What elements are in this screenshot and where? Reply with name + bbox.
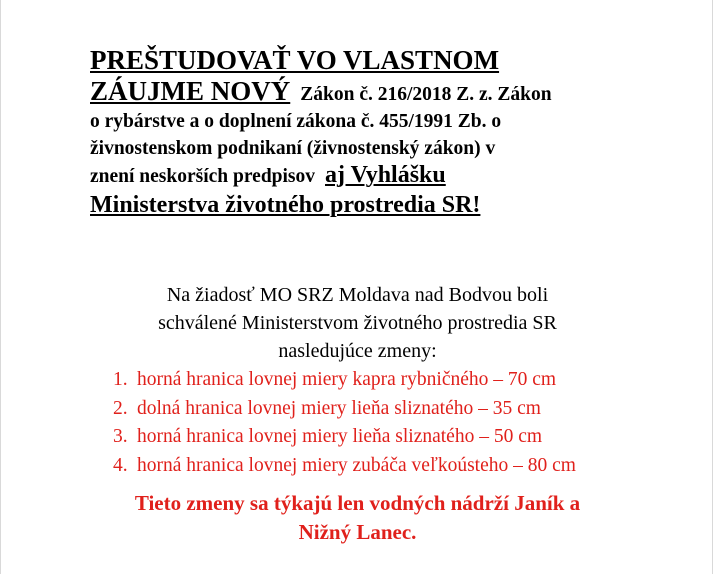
list-item-text: horná hranica lovnej miery lieňa sliznatého – 50 cm: [137, 426, 543, 447]
list-item-text: horná hranica lovnej miery kapra rybničného – 70 cm: [137, 369, 557, 390]
notice-line-2: schválené Ministerstvom životného prostredia SR: [158, 312, 557, 334]
law-title-part-2: o rybárstve a o doplnení zákona č. 455/1991 Zb. o: [90, 111, 502, 132]
decree-emphasis-2: Ministerstva životného prostredia SR!: [90, 192, 481, 218]
law-title-part-3: živnostenskom podnikaní (živnostenský zákon) v: [90, 138, 496, 159]
law-title-part-1: Zákon č. 216/2018 Z. z. Zákon: [300, 84, 552, 105]
notice-paragraph: [1, 281, 713, 365]
notice-line-1: Na žiadosť MO SRZ Moldava nad Bodvou boli: [166, 284, 549, 306]
list-item-number: 3.: [113, 426, 128, 447]
footer-note: [1, 489, 713, 547]
law-title-part-4: znení neskorších predpisov: [90, 166, 316, 187]
intro-paragraph: [90, 44, 650, 221]
decree-emphasis-1: aj Vyhlášku: [325, 162, 446, 188]
list-item-text: horná hranica lovnej miery zubáča veľkoústeho – 80 cm: [137, 454, 576, 476]
list-item-number: 1.: [113, 369, 128, 390]
list-item-number: 4.: [113, 454, 128, 476]
list-item-number: 2.: [113, 397, 128, 419]
list-item: [113, 395, 576, 424]
heading-line-2: ZÁUJME NOVÝ: [90, 76, 291, 106]
changes-list: [113, 366, 576, 480]
list-item: [113, 423, 576, 452]
intro-line-2: [90, 76, 650, 108]
intro-line-5: [90, 162, 650, 189]
notice-line-3: nasledujúce zmeny:: [278, 340, 437, 362]
intro-line-6: [90, 189, 650, 221]
footer-line-1: Tieto zmeny sa týkajú len vodných nádrží Janík a: [134, 491, 581, 515]
heading-line-1: PREŠTUDOVAŤ VO VLASTNOM: [90, 45, 500, 75]
list-item-text: dolná hranica lovnej miery lieňa sliznatého – 35 cm: [137, 397, 541, 419]
list-item: [113, 452, 576, 481]
list-item: [113, 366, 576, 395]
intro-line-1: [90, 44, 650, 76]
footer-line-2: Nižný Lanec.: [298, 520, 417, 544]
